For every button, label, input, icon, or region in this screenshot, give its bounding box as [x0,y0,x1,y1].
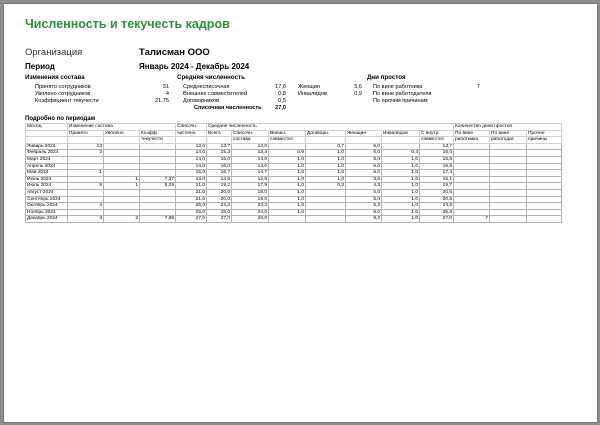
table-cell: 5,29 [140,183,176,190]
table-cell: 0,4 [382,150,420,157]
table-cell [68,163,104,170]
table-cell: 21,0 [176,196,207,203]
table-cell: 24,8 [420,203,454,210]
table-cell: 25,8 [420,209,454,216]
change-heading: Изменения состава [25,74,85,81]
table-cell: 16,0 [420,150,454,157]
table-cell: 16,8 [420,156,454,163]
table-cell [269,216,306,223]
table-cell: 16,8 [420,163,454,170]
table-cell [527,216,562,223]
table-cell: 1,0 [382,156,420,163]
col-sub2: совместит. [269,137,306,144]
table-cell: 0,7 [306,143,346,150]
table-cell [140,209,176,216]
col-sub2 [68,137,104,144]
col-sub: С внутр. [420,130,454,137]
table-cell [527,183,562,190]
col-sub [26,130,68,137]
table-cell: 1,0 [269,183,306,190]
table-cell: 20,5 [420,196,454,203]
table-cell [527,189,562,196]
organization-value: Талисман ООО [139,47,210,58]
table-cell: 23,3 [232,203,269,210]
table-cell: 21,0 [176,189,207,196]
table-cell: 1,0 [382,163,420,170]
table-cell [140,170,176,177]
table-cell: 1,0 [306,156,346,163]
table-cell: 14,0 [232,163,269,170]
table-cell: 1 [68,170,104,177]
table-cell: 1,0 [306,150,346,157]
table-row [26,216,562,223]
table-cell: 0,9 [269,150,306,157]
table-cell: 1,0 [269,209,306,216]
table-cell: 6,0 [346,143,382,150]
table-cell: 16,0 [207,163,232,170]
row-month: Ноябрь 2024 [26,209,68,216]
table-cell: 14,0 [176,163,207,170]
table-cell: 1,0 [269,170,306,177]
col-sub: Списочн. [232,130,269,137]
table-cell [490,170,527,177]
col-month: Месяц [26,124,68,131]
table-cell [68,189,104,196]
table-cell: 1,0 [382,196,420,203]
table-cell [306,209,346,216]
table-cell: 1,0 [306,163,346,170]
table-cell [490,209,527,216]
table-row [26,143,562,150]
table-cell: 25,0 [176,209,207,216]
turnover-label: Коэффициент текучести [35,98,99,104]
table-cell [490,150,527,157]
report-page [3,3,598,423]
avg-list-value: 17,6 [275,84,286,90]
col-sub2 [382,137,420,144]
header-row-sub2 [26,137,562,144]
table-cell: 15,1 [420,176,454,183]
table-cell: 1,0 [269,156,306,163]
table-cell [306,203,346,210]
table-cell: 1 [104,176,140,183]
col-sub2 [306,137,346,144]
table-row [26,156,562,163]
col-sub2 [176,137,207,144]
col-sub2: работодат. [490,137,527,144]
table-cell: 20,0 [207,196,232,203]
table-cell [104,163,140,170]
table-cell [104,209,140,216]
list-total-label: Списочная численность [194,105,262,111]
table-cell: 3 [68,216,104,223]
list-total-value: 27,0 [275,105,286,111]
row-month: Февраль 2024 [26,150,68,157]
col-sub2: состава [232,137,269,144]
col-group-list: Списочн. [176,124,207,131]
table-cell: 19,2 [207,183,232,190]
table-cell [454,196,490,203]
table-cell [306,216,346,223]
col-sub: Женщин [346,130,382,137]
table-row [26,170,562,177]
col-sub: По вине [490,130,527,137]
table-cell [68,176,104,183]
table-cell [68,209,104,216]
col-sub2 [346,137,382,144]
table-cell [68,196,104,203]
table-cell: 4 [68,203,104,210]
col-sub: Инвалидов [382,130,420,137]
fired-label: Уволено сотрудников [35,91,91,97]
table-cell [527,170,562,177]
table-cell: 20,0 [207,189,232,196]
table-cell: 3,6 [346,176,382,183]
table-cell: 19,0 [232,196,269,203]
table-cell [382,143,420,150]
detail-heading: Подробно по периодам [25,116,96,122]
fired-value: 4 [165,91,169,97]
col-sub: Всего [207,130,232,137]
table-cell [490,196,527,203]
row-month: Сентябрь 2024 [26,196,68,203]
table-cell: 13,0 [232,143,269,150]
table-cell [306,189,346,196]
table-cell [140,163,176,170]
organization-label: Организация [25,47,83,58]
col-sub2 [207,137,232,144]
table-cell [454,183,490,190]
table-cell: 17,4 [420,170,454,177]
table-cell [454,189,490,196]
table-cell [490,156,527,163]
header-row-sub [26,130,562,137]
table-cell: 14,7 [232,170,269,177]
row-month: Октябрь 2024 [26,203,68,210]
table-cell: 2 [68,150,104,157]
table-cell [490,143,527,150]
table-cell: 15,3 [207,150,232,157]
table-cell [140,143,176,150]
table-row [26,183,562,190]
table-cell [527,196,562,203]
table-cell: 13,0 [176,143,207,150]
table-cell [527,143,562,150]
col-sub: По вине [454,130,490,137]
table-cell: 1,0 [382,183,420,190]
period-value: Январь 2024 - Декабрь 2024 [139,62,250,71]
table-cell [104,170,140,177]
table-cell [104,203,140,210]
table-cell: 13,7 [207,143,232,150]
header-row-groups [26,124,562,131]
table-cell: 17,9 [232,183,269,190]
table-cell [104,150,140,157]
col-sub2: текучести [140,137,176,144]
table-cell: 20,5 [420,189,454,196]
table-cell: 7,37 [140,176,176,183]
table-cell: 15,0 [176,170,207,177]
report-title: Численность и текучесть кадров [25,17,230,31]
table-cell [527,209,562,216]
table-cell [527,163,562,170]
col-group-idle: Количество дней простоя [454,124,562,131]
table-row [26,209,562,216]
col-sub: численн. [176,130,207,137]
disabled-label: Инвалидов [298,91,327,97]
women-value: 5,6 [354,84,362,90]
row-month: Май 2024 [26,170,68,177]
table-cell [527,156,562,163]
table-cell: 5,0 [346,196,382,203]
table-cell [454,143,490,150]
table-cell: 1,0 [382,216,420,223]
col-sub2: работника [454,137,490,144]
table-cell: 1,0 [382,170,420,177]
table-cell [454,150,490,157]
table-cell: 19,0 [232,189,269,196]
idle-employee-value: 7 [476,84,480,90]
table-cell [454,203,490,210]
idle-heading: Дни простоя [367,74,406,81]
hired-label: Принято сотрудников [35,84,91,90]
table-cell [454,170,490,177]
table-row [26,150,562,157]
row-month: Декабрь 2024 [26,216,68,223]
col-sub: Внешн. [269,130,306,137]
table-row [26,176,562,183]
col-group-change: Изменение состава [68,124,176,131]
table-cell: 1,0 [306,170,346,177]
col-sub2: совместит. [420,137,454,144]
table-cell: 25,0 [176,203,207,210]
table-cell [104,196,140,203]
table-cell: 27,0 [207,216,232,223]
row-month: Март 2024 [26,156,68,163]
table-cell: 0,3 [306,183,346,190]
table-cell: 13,4 [232,150,269,157]
table-cell: 14,0 [176,150,207,157]
table-cell: 27,0 [176,216,207,223]
table-cell: 14,6 [207,176,232,183]
table-cell: 13,7 [420,143,454,150]
table-cell: 19,7 [420,183,454,190]
table-cell [527,176,562,183]
table-cell: 27,0 [420,216,454,223]
external-label: Внешних совместителей [183,91,248,97]
table-row [26,203,562,210]
table-cell [527,150,562,157]
row-month: Июль 2024 [26,183,68,190]
table-cell [490,203,527,210]
table-cell: 5,0 [346,189,382,196]
external-value: 0,8 [278,91,286,97]
table-cell: 14,0 [232,156,269,163]
table-cell: 13 [68,143,104,150]
row-month: Январь 2024 [26,143,68,150]
table-cell: 16,0 [207,156,232,163]
row-month: Июнь 2024 [26,176,68,183]
table-cell: 24,3 [207,203,232,210]
table-cell [490,183,527,190]
table-cell [104,189,140,196]
table-cell [490,216,527,223]
table-cell: 25,0 [207,209,232,216]
col-sub2: причины [527,137,562,144]
table-cell: 12,6 [232,176,269,183]
table-cell: 21,0 [176,183,207,190]
table-cell: 1,0 [382,203,420,210]
table-cell [527,203,562,210]
table-cell: 6,0 [346,209,382,216]
col-sub: Уволено [104,130,140,137]
period-label: Период [25,62,55,71]
table-cell [140,203,176,210]
avg-heading: Средняя численность [177,74,245,81]
row-month: Апрель 2024 [26,163,68,170]
table-cell: 24,0 [232,209,269,216]
table-cell: 14,0 [176,176,207,183]
hired-value: 31 [162,84,169,90]
idle-employee-label: По вине работника [373,84,423,90]
table-cell [140,196,176,203]
table-cell: 8 [68,183,104,190]
table-cell [104,156,140,163]
col-sub2 [26,137,68,144]
table-cell: 8,3 [346,216,382,223]
table-cell: 6,0 [346,150,382,157]
table-cell [454,176,490,183]
table-cell: 26,0 [232,216,269,223]
table-row [26,189,562,196]
col-sub2 [104,137,140,144]
table-cell: 1 [104,183,140,190]
contractors-value: 0,5 [278,98,286,104]
table-cell [68,156,104,163]
table-cell: 2 [104,216,140,223]
col-sub: Договорн. [306,130,346,137]
disabled-value: 0,9 [354,91,362,97]
table-cell [140,189,176,196]
table-cell: 4,3 [346,183,382,190]
contractors-label: Договорников [183,98,219,104]
avg-list-label: Среднесписочная [183,84,230,90]
table-cell [269,143,306,150]
col-sub: Коэфф. [140,130,176,137]
turnover-value: 21,75 [155,98,169,104]
table-cell: 1,0 [306,176,346,183]
table-cell [454,156,490,163]
table-cell: 6,0 [346,163,382,170]
table-cell: 1,0 [382,176,420,183]
detail-table [25,123,562,223]
table-cell: 14,0 [176,156,207,163]
col-sub: Принято [68,130,104,137]
table-cell: 7,89 [140,216,176,223]
table-cell: 1,0 [269,189,306,196]
table-cell: 6,0 [346,156,382,163]
detail-table-body [26,143,562,222]
table-cell [490,176,527,183]
table-cell [454,163,490,170]
table-cell: 7 [454,216,490,223]
idle-employer-label: По вине работодателя [373,91,432,97]
table-cell [490,189,527,196]
table-cell: 1,0 [382,209,420,216]
table-row [26,163,562,170]
table-cell [104,143,140,150]
table-cell: 5,3 [346,203,382,210]
idle-other-label: По прочим причинам [373,98,428,104]
table-cell: 1,0 [269,203,306,210]
table-cell [490,163,527,170]
table-cell [306,196,346,203]
table-cell: 1,0 [269,176,306,183]
table-row [26,196,562,203]
col-group-avg: Средняя численность [207,124,454,131]
table-cell: 1,0 [269,196,306,203]
table-cell: 1,0 [382,189,420,196]
table-cell [454,209,490,216]
women-label: Женщин [298,84,321,90]
row-month: Август 2024 [26,189,68,196]
table-cell [140,150,176,157]
table-cell [140,156,176,163]
col-sub: Прочие [527,130,562,137]
table-cell: 6,0 [346,170,382,177]
table-cell: 16,7 [207,170,232,177]
table-cell: 1,0 [269,163,306,170]
